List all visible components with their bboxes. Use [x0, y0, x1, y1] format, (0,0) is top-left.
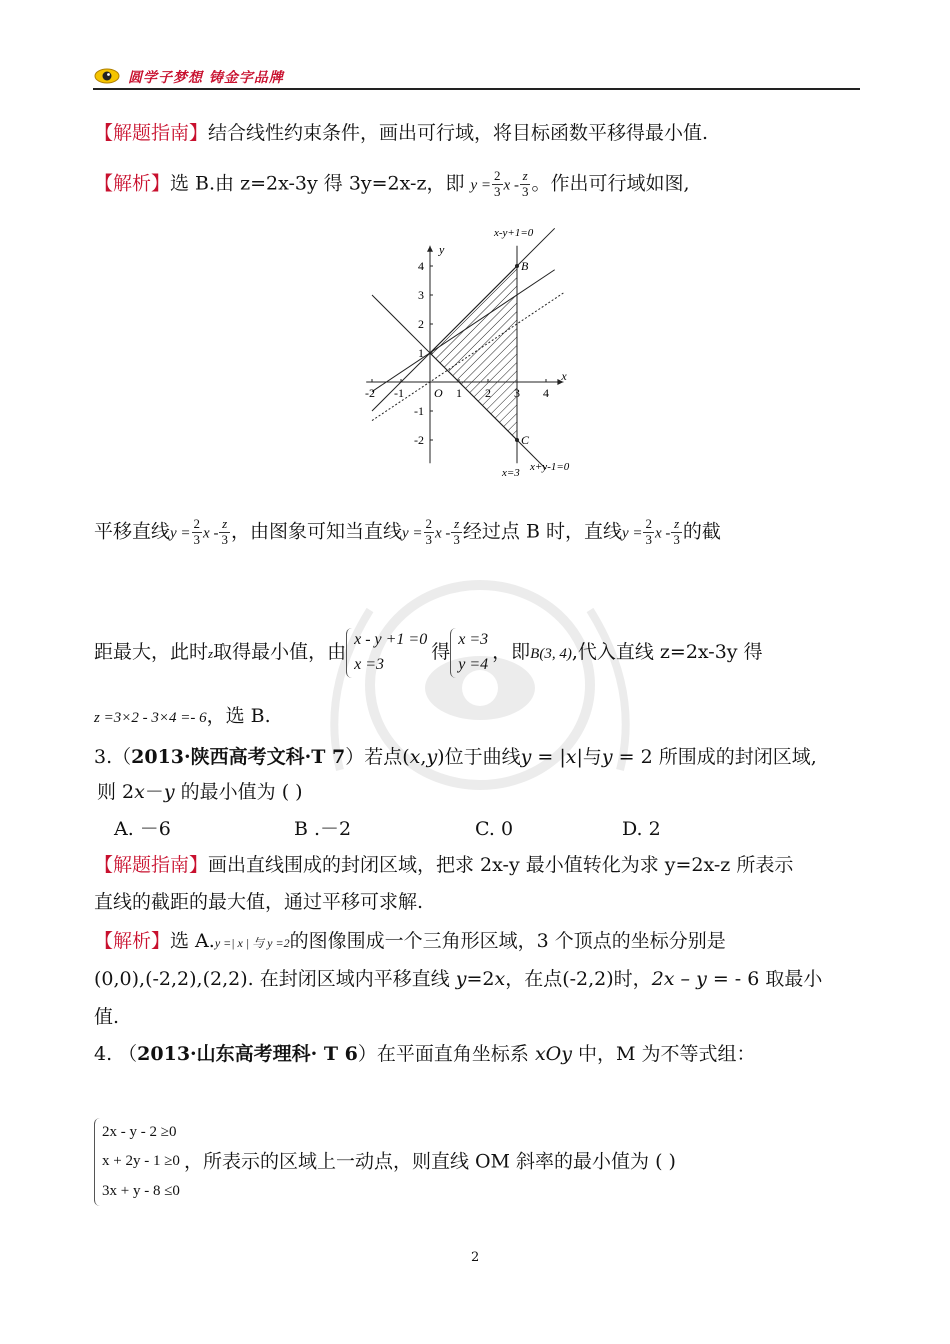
q4-t2: 中，M 为不等式组： [571, 1043, 756, 1065]
q3-solution-line-1 [94, 929, 726, 954]
y-tick-label: 3 [418, 288, 424, 302]
q3-l2b: x [134, 781, 145, 803]
shift-line-paragraph [94, 517, 721, 548]
guide-text: 结合线性约束条件，画出可行域，将目标函数平移得最小值. [208, 122, 709, 144]
x-tick-label: 1 [456, 386, 462, 400]
q3-sol-tag: 【解析】 [94, 930, 171, 952]
q3-solution-line-2 [94, 967, 822, 992]
q3-sol-a: 选 A. [170, 930, 215, 952]
y-tick-label: -1 [414, 404, 424, 418]
solution-paragraph-1 [94, 169, 690, 200]
q3-sol-l2g: = - 6 取最小 [706, 968, 823, 990]
max-intercept-paragraph [94, 628, 763, 678]
p3-frac-6: $\frac{z}{3}$ [673, 516, 680, 547]
line-label-x-plus-y-minus-1: x+y-1=0 [530, 461, 570, 473]
p3-eq-y-3: y = [621, 525, 643, 542]
origin-label: O [434, 386, 443, 400]
eq-y: y = [470, 177, 492, 194]
page-number: 2 [471, 1250, 480, 1265]
q3-guide-tag: 【解题指南】 [94, 854, 209, 876]
q3-guide-line-1 [94, 853, 793, 878]
header-slogan: 圆学子梦想 铸金字品牌 [128, 70, 284, 86]
question-3-line-2 [97, 780, 303, 805]
p3-eq-y-1: y = [170, 525, 191, 542]
q3-l2e: 的最小值为 ( ) [174, 781, 303, 803]
point-b: B(3, 4) [530, 645, 572, 662]
q3-option-c[interactable]: C. 0 [475, 818, 514, 840]
q3-l2d: y [163, 781, 175, 803]
p4-text-a: 距最大，此时 [94, 640, 209, 663]
p3-frac-4: $\frac{z}{3}$ [453, 516, 460, 547]
result-math: z =3×2 - 3×4 =- 6 [94, 710, 207, 726]
p3-frac-3: $\frac{2}{3}$ [425, 516, 432, 547]
x-axis-label: x [561, 369, 567, 383]
eye-logo-icon [94, 66, 120, 86]
q3-sol-b: 的图像围成一个三角形区域，3 个顶点的坐标分别是 [289, 930, 726, 952]
line-label-x-y-plus-1: x-y+1=0 [494, 227, 534, 239]
y-tick-label: 4 [418, 259, 424, 273]
solution-tag: 【解析】 [94, 172, 171, 195]
q4-t1: 在平面直角坐标系 [376, 1043, 535, 1065]
q4-xoy: xOy [534, 1043, 572, 1065]
q3-xv: x [409, 746, 421, 768]
q3-sol-l2a: (0,0),(-2,2),(2,2). 在封闭区域内平移直线 [94, 968, 456, 990]
fraction-2-3: $\frac{2}{3}$ [494, 168, 501, 199]
p3-frac-1: $\frac{2}{3}$ [193, 516, 201, 547]
p4-text-e: ,代入直线 z=2x-3y 得 [571, 640, 763, 663]
p3-text-c: 经过点 B 时，直线 [462, 520, 622, 543]
system-2: x =3 y =4 [450, 628, 492, 678]
q3-sol-small: y =| x | 与 y =2 [214, 936, 290, 950]
question-4-line-2 [94, 1118, 676, 1206]
q3-eq1c: x [565, 746, 577, 768]
x-tick-label: -2 [365, 386, 375, 400]
header-logo [94, 66, 120, 86]
q3-solution-line-3: 值. [94, 1006, 120, 1028]
p4-text-c: 得 [431, 640, 451, 663]
q3-option-b[interactable]: B .－2 [294, 818, 352, 840]
point-label-b: B [521, 259, 529, 273]
p3-frac-2: $\frac{z}{3}$ [221, 516, 228, 547]
q4-close: ） [357, 1043, 377, 1065]
q3-guide-l1: 画出直线围成的封闭区域，把求 2x-y 最小值转化为求 y=2x-z 所表示 [208, 854, 794, 876]
point-label-c: C [521, 433, 530, 447]
p4-text-b: 取得最小值，由 [213, 640, 347, 663]
q3-option-d[interactable]: D. 2 [622, 818, 661, 840]
x-tick-label: 3 [514, 386, 520, 400]
q3-sol-l2d: x [494, 968, 506, 990]
guide-paragraph-1 [94, 121, 708, 146]
y-tick-label: 1 [418, 346, 424, 360]
p3-eq-y-2: y = [401, 525, 423, 542]
q3-yv: y [426, 746, 438, 768]
p4-text-d: ，即 [492, 640, 531, 663]
p3-text-d: 的截 [682, 520, 721, 543]
question-4-line-1 [94, 1042, 756, 1067]
point-b [515, 264, 519, 268]
q3-eq1b: = | [531, 746, 566, 768]
solution-text-pre: 选 B.由 z=2x-3y 得 3y=2x-z，即 [170, 172, 465, 195]
q3-t2: )位于曲线 [437, 746, 521, 768]
q3-guide-line-2: 直线的截距的最大值，通过平移可求解. [94, 891, 424, 913]
solution-text-post: 。作出可行域如图, [531, 172, 690, 195]
result-line [94, 704, 271, 729]
feasible-region-figure [360, 222, 600, 484]
q3-sol-l2b: y [455, 968, 467, 990]
q3-sol-l2f: 2x – y [651, 968, 707, 990]
header-divider [93, 88, 860, 90]
p3-mid-2: x - [435, 525, 451, 542]
p3-mid-3: x - [654, 525, 671, 542]
y-axis-label: y [439, 242, 445, 257]
eq-mid: x - [503, 177, 519, 194]
q3-eq2b: = 2 所围成的封闭区域, [612, 746, 817, 768]
p3-mid-1: x - [203, 525, 219, 542]
q3-sol-l2c: =2 [466, 968, 495, 990]
x-tick-label: 2 [485, 386, 491, 400]
x-tick-label: 4 [543, 386, 549, 400]
line-label-x-equals-3: x=3 [502, 467, 520, 479]
q4-t3: ，所表示的区域上一动点，则直线 OM 斜率的最小值为 ( ) [183, 1150, 676, 1173]
q4-prefix: 4. （ [94, 1043, 138, 1065]
q4-source: 2013·山东高考理科· T 6 [137, 1043, 358, 1065]
p3-text-b: ，由图象可知当直线 [230, 520, 402, 543]
x-tick-label: -1 [394, 386, 404, 400]
p3-text-a: 平移直线 [94, 520, 171, 543]
q3-option-a[interactable]: A. －6 [114, 818, 171, 840]
q3-l2c: － [144, 781, 164, 803]
fraction-z-3: $\frac{z}{3}$ [521, 168, 529, 199]
q3-comma: , [420, 746, 427, 768]
question-3-line-1 [94, 745, 817, 770]
p3-frac-5: $\frac{2}{3}$ [645, 516, 652, 547]
point-c [515, 438, 519, 442]
result-text: ，选 B. [206, 705, 271, 727]
y-tick-label: -2 [414, 433, 424, 447]
q3-l2a: 则 2 [97, 781, 135, 803]
y-axis-arrow-icon [427, 246, 433, 252]
guide-tag: 【解题指南】 [94, 122, 209, 144]
system-1: x - y +1 =0 x =3 [346, 628, 431, 678]
q3-sol-l2e: ，在点(-2,2)时， [505, 968, 652, 990]
q3-t1: 若点( [364, 746, 410, 768]
inequality-system: 2x - y - 2 ≥0 x + 2y - 1 ≥0 3x + y - 8 ≤0 [94, 1118, 184, 1206]
q3-close: ） [345, 746, 365, 768]
q3-eq2: y [601, 746, 613, 768]
q3-source: 2013·陕西高考文科·T 7 [131, 746, 346, 768]
y-tick-label: 2 [418, 317, 424, 331]
q3-prefix: 3.（ [94, 746, 132, 768]
p4-z: z [208, 645, 214, 661]
q3-eq1: y [520, 746, 532, 768]
q3-eq1d: |与 [576, 746, 602, 768]
